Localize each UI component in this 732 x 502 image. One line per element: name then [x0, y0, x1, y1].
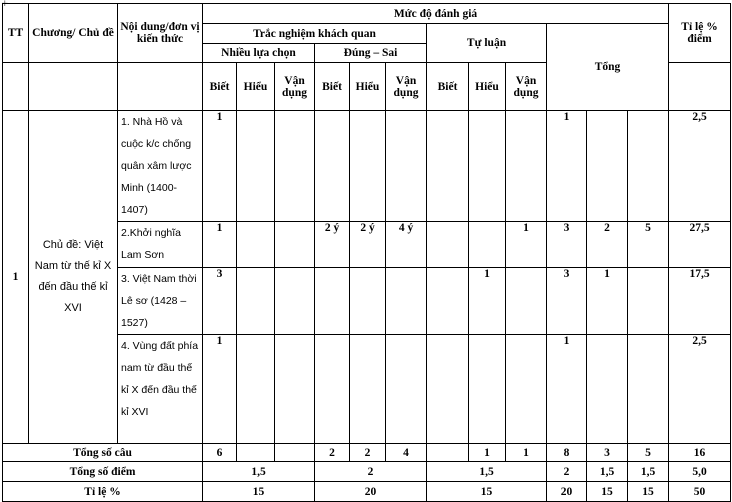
level-biet: Biết	[203, 63, 237, 111]
header-tong: Tổng	[547, 24, 669, 111]
cell	[427, 268, 469, 335]
cell	[350, 111, 386, 222]
header-nhieulua: Nhiều lựa chọn	[203, 44, 315, 63]
cell	[315, 335, 350, 444]
header-noidung-spacer	[118, 63, 203, 111]
cell: 1,5	[628, 462, 669, 482]
content-item: 4. Vùng đất phía nam từ đầu thế kỉ X đến đầu thế kỉ XVI	[118, 335, 203, 444]
cell	[587, 111, 628, 222]
cell: 1	[469, 444, 506, 462]
cell: 1,5	[203, 462, 315, 482]
cell	[386, 111, 427, 222]
cell: 1	[587, 268, 628, 335]
cell	[427, 335, 469, 444]
level-biet: Biết	[427, 63, 469, 111]
level-hieu: Hiểu	[350, 63, 386, 111]
header-tt: TT	[3, 4, 29, 63]
cell: 2 ý	[350, 222, 386, 268]
cell: 2,5	[669, 335, 731, 444]
cell: 2	[315, 444, 350, 462]
cell	[237, 268, 275, 335]
cell: 4 ý	[386, 222, 427, 268]
header-chuong-spacer	[29, 63, 118, 111]
cell	[275, 268, 315, 335]
level-vandung: Vận dụng	[386, 63, 427, 111]
cell: 1,5	[587, 462, 628, 482]
header-tile: Tỉ lệ % điểm	[669, 4, 731, 63]
cell: 1,5	[427, 462, 547, 482]
header-chuong: Chương/ Chủ đề	[29, 4, 118, 63]
cell: 2	[547, 462, 587, 482]
content-item: 3. Việt Nam thời Lê sơ (1428 – 1527)	[118, 268, 203, 335]
assessment-matrix-table	[2, 3, 731, 502]
cell: 50	[669, 482, 731, 502]
totals-socau-label: Tổng số câu	[3, 444, 203, 462]
level-vandung: Vận dụng	[275, 63, 315, 111]
totals-row-tile	[3, 482, 731, 502]
cell	[386, 268, 427, 335]
cell	[275, 111, 315, 222]
cell: 6	[203, 444, 237, 462]
cell: 3	[203, 268, 237, 335]
cell: 15	[427, 482, 547, 502]
cell	[315, 111, 350, 222]
cell	[469, 111, 506, 222]
cell	[587, 335, 628, 444]
cell	[506, 111, 547, 222]
cell: 1	[547, 111, 587, 222]
header-mucdo: Mức độ đánh giá	[203, 4, 669, 24]
cell: 15	[628, 482, 669, 502]
cell: 3	[547, 268, 587, 335]
cell: 16	[669, 444, 731, 462]
level-vandung: Vận dụng	[506, 63, 547, 111]
cell	[469, 222, 506, 268]
cell	[386, 335, 427, 444]
cell: 1	[506, 444, 547, 462]
cell	[628, 268, 669, 335]
topic-number: 1	[3, 111, 29, 444]
header-tracnghiem: Trắc nghiệm khách quan	[203, 24, 427, 44]
table-row	[3, 111, 731, 222]
cell	[506, 335, 547, 444]
content-item: 1. Nhà Hồ và cuộc k/c chống quân xâm lược Minh (1400-1407)	[118, 111, 203, 222]
header-tt-spacer	[3, 63, 29, 111]
level-biet: Biết	[315, 63, 350, 111]
cell	[427, 444, 469, 462]
cell: 2	[315, 462, 427, 482]
cell: 2	[350, 444, 386, 462]
cell	[237, 222, 275, 268]
cell: 3	[587, 444, 628, 462]
cell: 5	[628, 444, 669, 462]
cell: 2,5	[669, 111, 731, 222]
header-tile-spacer	[669, 63, 731, 111]
level-hieu: Hiểu	[469, 63, 506, 111]
cell	[506, 268, 547, 335]
cell: 5	[628, 222, 669, 268]
cell	[237, 335, 275, 444]
cell	[628, 111, 669, 222]
cell: 15	[587, 482, 628, 502]
cell	[275, 222, 315, 268]
cell: 5,0	[669, 462, 731, 482]
totals-tile-label: Tỉ lệ %	[3, 482, 203, 502]
cell: 17,5	[669, 268, 731, 335]
content-item: 2.Khởi nghĩa Lam Sơn	[118, 222, 203, 268]
cell: 1	[203, 111, 237, 222]
cell	[237, 444, 275, 462]
cell	[350, 268, 386, 335]
cell: 1	[203, 222, 237, 268]
header-tuluan: Tự luận	[427, 24, 547, 63]
table-move-handle[interactable]: +	[1, 0, 8, 9]
cell: 15	[203, 482, 315, 502]
cell	[315, 268, 350, 335]
cell	[275, 444, 315, 462]
cell: 3	[547, 222, 587, 268]
cell	[237, 111, 275, 222]
cell: 2	[587, 222, 628, 268]
header-dungsai: Đúng – Sai	[315, 44, 427, 63]
totals-row-socau	[3, 444, 731, 462]
cell	[350, 335, 386, 444]
cell: 8	[547, 444, 587, 462]
totals-sodiem-label: Tổng số điểm	[3, 462, 203, 482]
level-hieu: Hiểu	[237, 63, 275, 111]
cell	[628, 335, 669, 444]
cell: 1	[506, 222, 547, 268]
cell	[427, 111, 469, 222]
cell: 1	[547, 335, 587, 444]
cell	[275, 335, 315, 444]
header-noidung: Nội dung/đơn vị kiến thức	[118, 4, 203, 63]
cell: 2 ý	[315, 222, 350, 268]
cell: 1	[203, 335, 237, 444]
cell: 4	[386, 444, 427, 462]
cell: 27,5	[669, 222, 731, 268]
topic-name: Chủ đề: Việt Nam từ thế kỉ X đến đầu thế kỉ XVI	[29, 111, 118, 444]
cell	[469, 335, 506, 444]
cell: 20	[547, 482, 587, 502]
cell	[427, 222, 469, 268]
cell: 1	[469, 268, 506, 335]
totals-row-sodiem	[3, 462, 731, 482]
cell: 20	[315, 482, 427, 502]
